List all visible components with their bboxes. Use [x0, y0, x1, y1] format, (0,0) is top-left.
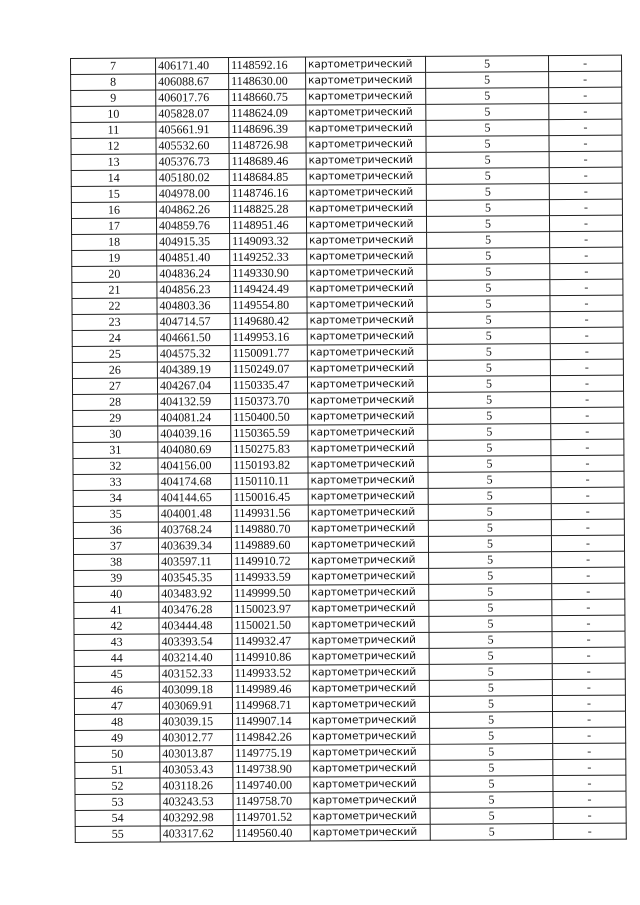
- point-number-cell: 36: [73, 522, 158, 539]
- y-coordinate-cell: 1149424.49: [230, 281, 307, 297]
- x-coordinate-cell: 403597.11: [159, 554, 232, 570]
- x-coordinate-cell: 404851.40: [157, 250, 230, 266]
- accuracy-cell: 5: [426, 72, 549, 89]
- note-cell: -: [550, 263, 623, 279]
- accuracy-cell: 5: [427, 360, 550, 377]
- method-cell: картометрический: [308, 472, 428, 489]
- y-coordinate-cell: 1149554.80: [230, 297, 307, 313]
- x-coordinate-cell: 403012.77: [160, 730, 233, 746]
- y-coordinate-cell: 1149252.33: [230, 249, 307, 265]
- point-number-cell: 51: [75, 762, 160, 779]
- point-number-cell: 27: [72, 378, 157, 395]
- point-number-cell: 55: [75, 826, 160, 843]
- y-coordinate-cell: 1149738.90: [233, 761, 310, 777]
- y-coordinate-cell: 1150016.45: [231, 489, 308, 505]
- accuracy-cell: 5: [426, 200, 549, 217]
- point-number-cell: 7: [71, 58, 156, 75]
- note-cell: -: [552, 631, 625, 647]
- note-cell: -: [551, 423, 624, 439]
- point-number-cell: 39: [74, 570, 159, 587]
- point-number-cell: 28: [73, 394, 158, 411]
- accuracy-cell: 5: [426, 168, 549, 185]
- y-coordinate-cell: 1150400.50: [231, 409, 308, 425]
- y-coordinate-cell: 1148684.85: [229, 169, 306, 185]
- point-number-cell: 42: [74, 618, 159, 635]
- note-cell: -: [550, 295, 623, 311]
- y-coordinate-cell: 1150365.59: [231, 425, 308, 441]
- method-cell: картометрический: [306, 88, 426, 105]
- x-coordinate-cell: 404144.65: [158, 490, 231, 506]
- y-coordinate-cell: 1150193.82: [231, 457, 308, 473]
- accuracy-cell: 5: [428, 520, 551, 537]
- note-cell: -: [552, 663, 625, 679]
- y-coordinate-cell: 1149758.70: [233, 793, 310, 809]
- method-cell: картометрический: [307, 280, 427, 297]
- x-coordinate-cell: 404267.04: [157, 378, 230, 394]
- x-coordinate-cell: 403152.33: [159, 666, 232, 682]
- method-cell: картометрический: [306, 120, 426, 137]
- accuracy-cell: 5: [428, 440, 551, 457]
- accuracy-cell: 5: [429, 648, 552, 665]
- note-cell: -: [552, 615, 625, 631]
- point-number-cell: 22: [72, 298, 157, 315]
- accuracy-cell: 5: [426, 216, 549, 233]
- note-cell: -: [551, 535, 624, 551]
- note-cell: -: [552, 583, 625, 599]
- accuracy-cell: 5: [427, 280, 550, 297]
- point-number-cell: 44: [74, 650, 159, 667]
- note-cell: -: [553, 711, 626, 727]
- x-coordinate-cell: 404575.32: [157, 346, 230, 362]
- x-coordinate-cell: 406171.40: [156, 58, 229, 74]
- y-coordinate-cell: 1150021.50: [232, 617, 309, 633]
- y-coordinate-cell: 1148825.28: [229, 201, 306, 217]
- coordinates-table: [70, 55, 627, 843]
- method-cell: картометрический: [308, 392, 428, 409]
- method-cell: картометрический: [306, 216, 426, 233]
- x-coordinate-cell: 404156.00: [158, 458, 231, 474]
- accuracy-cell: 5: [428, 456, 551, 473]
- y-coordinate-cell: 1149093.32: [230, 233, 307, 249]
- x-coordinate-cell: 403013.87: [160, 746, 233, 762]
- accuracy-cell: 5: [428, 488, 551, 505]
- y-coordinate-cell: 1148746.16: [229, 185, 306, 201]
- point-number-cell: 11: [71, 122, 156, 139]
- method-cell: картометрический: [310, 824, 430, 841]
- y-coordinate-cell: 1150249.07: [230, 361, 307, 377]
- y-coordinate-cell: 1149701.52: [233, 809, 310, 825]
- method-cell: картометрический: [309, 616, 429, 633]
- point-number-cell: 50: [75, 746, 160, 763]
- method-cell: картометрический: [305, 56, 425, 73]
- method-cell: картометрический: [307, 312, 427, 329]
- method-cell: картометрический: [307, 296, 427, 313]
- note-cell: -: [549, 215, 622, 231]
- x-coordinate-cell: 403317.62: [160, 826, 233, 842]
- point-number-cell: 35: [73, 506, 158, 523]
- point-number-cell: 43: [74, 634, 159, 651]
- y-coordinate-cell: 1149740.00: [233, 777, 310, 793]
- x-coordinate-cell: 403476.28: [159, 602, 232, 618]
- point-number-cell: 15: [71, 186, 156, 203]
- method-cell: картометрический: [308, 424, 428, 441]
- method-cell: картометрический: [308, 408, 428, 425]
- accuracy-cell: 5: [430, 760, 553, 777]
- method-cell: картометрический: [309, 664, 429, 681]
- method-cell: картометрический: [308, 440, 428, 457]
- note-cell: -: [549, 151, 622, 167]
- point-number-cell: 38: [74, 554, 159, 571]
- point-number-cell: 13: [71, 154, 156, 171]
- point-number-cell: 26: [72, 362, 157, 379]
- method-cell: картометрический: [309, 552, 429, 569]
- method-cell: картометрический: [309, 648, 429, 665]
- accuracy-cell: 5: [428, 472, 551, 489]
- method-cell: картометрический: [310, 728, 430, 745]
- method-cell: картометрический: [308, 504, 428, 521]
- x-coordinate-cell: 404081.24: [158, 410, 231, 426]
- y-coordinate-cell: 1148696.39: [229, 121, 306, 137]
- y-coordinate-cell: 1150275.83: [231, 441, 308, 457]
- accuracy-cell: 5: [427, 344, 550, 361]
- x-coordinate-cell: 404862.26: [156, 202, 229, 218]
- point-number-cell: 31: [73, 442, 158, 459]
- x-coordinate-cell: 404803.36: [157, 298, 230, 314]
- method-cell: картометрический: [310, 792, 430, 809]
- note-cell: -: [551, 487, 624, 503]
- accuracy-cell: 5: [428, 536, 551, 553]
- accuracy-cell: 5: [430, 808, 553, 825]
- y-coordinate-cell: 1150023.97: [232, 601, 309, 617]
- note-cell: -: [551, 439, 624, 455]
- method-cell: картометрический: [310, 808, 430, 825]
- method-cell: картометрический: [306, 184, 426, 201]
- method-cell: картометрический: [307, 248, 427, 265]
- note-cell: -: [552, 679, 625, 695]
- y-coordinate-cell: 1150091.77: [230, 345, 307, 361]
- y-coordinate-cell: 1148592.16: [229, 57, 306, 73]
- accuracy-cell: 5: [427, 328, 550, 345]
- x-coordinate-cell: 404661.50: [157, 330, 230, 346]
- x-coordinate-cell: 403053.43: [160, 762, 233, 778]
- method-cell: картометрический: [307, 344, 427, 361]
- accuracy-cell: 5: [429, 680, 552, 697]
- x-coordinate-cell: 405828.07: [156, 106, 229, 122]
- note-cell: -: [548, 55, 621, 71]
- y-coordinate-cell: 1149907.14: [233, 713, 310, 729]
- x-coordinate-cell: 404856.23: [157, 282, 230, 298]
- x-coordinate-cell: 403768.24: [158, 522, 231, 538]
- note-cell: -: [549, 199, 622, 215]
- y-coordinate-cell: 1149842.26: [233, 729, 310, 745]
- method-cell: картометрический: [310, 776, 430, 793]
- accuracy-cell: 5: [426, 136, 549, 153]
- point-number-cell: 53: [75, 794, 160, 811]
- x-coordinate-cell: 403118.26: [160, 778, 233, 794]
- method-cell: картометрический: [307, 376, 427, 393]
- note-cell: -: [552, 551, 625, 567]
- note-cell: -: [553, 775, 626, 791]
- point-number-cell: 25: [72, 346, 157, 363]
- note-cell: -: [551, 391, 624, 407]
- x-coordinate-cell: 406088.67: [156, 74, 229, 90]
- note-cell: -: [550, 311, 623, 327]
- y-coordinate-cell: 1149932.47: [232, 633, 309, 649]
- point-number-cell: 47: [74, 698, 159, 715]
- accuracy-cell: 5: [430, 728, 553, 745]
- note-cell: -: [553, 823, 626, 839]
- method-cell: картометрический: [309, 632, 429, 649]
- y-coordinate-cell: 1149910.72: [232, 553, 309, 569]
- point-number-cell: 16: [71, 202, 156, 219]
- note-cell: -: [552, 647, 625, 663]
- x-coordinate-cell: 403483.92: [159, 586, 232, 602]
- point-number-cell: 12: [71, 138, 156, 155]
- point-number-cell: 46: [74, 682, 159, 699]
- y-coordinate-cell: 1150110.11: [231, 473, 308, 489]
- y-coordinate-cell: 1150335.47: [230, 377, 307, 393]
- note-cell: -: [550, 231, 623, 247]
- point-number-cell: 9: [71, 90, 156, 107]
- point-number-cell: 17: [71, 218, 156, 235]
- x-coordinate-cell: 405376.73: [156, 154, 229, 170]
- note-cell: -: [552, 567, 625, 583]
- y-coordinate-cell: 1149560.40: [233, 825, 310, 841]
- point-number-cell: 29: [73, 410, 158, 427]
- x-coordinate-cell: 403039.15: [160, 714, 233, 730]
- accuracy-cell: 5: [428, 504, 551, 521]
- y-coordinate-cell: 1148726.98: [229, 137, 306, 153]
- note-cell: -: [552, 599, 625, 615]
- method-cell: картометрический: [310, 712, 430, 729]
- y-coordinate-cell: 1148624.09: [229, 105, 306, 121]
- accuracy-cell: 5: [430, 824, 553, 841]
- note-cell: -: [553, 791, 626, 807]
- y-coordinate-cell: 1149953.16: [230, 329, 307, 345]
- accuracy-cell: 5: [430, 776, 553, 793]
- x-coordinate-cell: 404389.19: [157, 362, 230, 378]
- method-cell: картометрический: [306, 104, 426, 121]
- note-cell: -: [551, 471, 624, 487]
- method-cell: картометрический: [309, 568, 429, 585]
- note-cell: -: [550, 343, 623, 359]
- note-cell: -: [549, 167, 622, 183]
- accuracy-cell: 5: [427, 232, 550, 249]
- x-coordinate-cell: 403099.18: [159, 682, 232, 698]
- x-coordinate-cell: 406017.76: [156, 90, 229, 106]
- note-cell: -: [553, 743, 626, 759]
- point-number-cell: 37: [73, 538, 158, 555]
- method-cell: картометрический: [310, 744, 430, 761]
- point-number-cell: 32: [73, 458, 158, 475]
- note-cell: -: [549, 87, 622, 103]
- point-number-cell: 41: [74, 602, 159, 619]
- y-coordinate-cell: 1149989.46: [232, 681, 309, 697]
- y-coordinate-cell: 1148630.00: [229, 73, 306, 89]
- coordinates-table-body: [71, 55, 627, 842]
- point-number-cell: 18: [72, 234, 157, 251]
- accuracy-cell: 5: [430, 792, 553, 809]
- note-cell: -: [549, 183, 622, 199]
- y-coordinate-cell: 1148689.46: [229, 153, 306, 169]
- point-number-cell: 45: [74, 666, 159, 683]
- accuracy-cell: 5: [427, 264, 550, 281]
- method-cell: картометрический: [310, 760, 430, 777]
- method-cell: картометрический: [307, 328, 427, 345]
- method-cell: картометрический: [309, 696, 429, 713]
- note-cell: -: [550, 359, 623, 375]
- point-number-cell: 10: [71, 106, 156, 123]
- y-coordinate-cell: 1149933.59: [232, 569, 309, 585]
- method-cell: картометрический: [307, 264, 427, 281]
- accuracy-cell: 5: [429, 568, 552, 585]
- x-coordinate-cell: 403292.98: [160, 810, 233, 826]
- accuracy-cell: 5: [428, 424, 551, 441]
- method-cell: картометрический: [308, 536, 428, 553]
- table-row: [75, 823, 626, 842]
- accuracy-cell: 5: [430, 744, 553, 761]
- method-cell: картометрический: [306, 72, 426, 89]
- x-coordinate-cell: 404080.69: [158, 442, 231, 458]
- y-coordinate-cell: 1149680.42: [230, 313, 307, 329]
- x-coordinate-cell: 405661.91: [156, 122, 229, 138]
- accuracy-cell: 5: [429, 664, 552, 681]
- accuracy-cell: 5: [429, 600, 552, 617]
- note-cell: -: [550, 375, 623, 391]
- note-cell: -: [551, 519, 624, 535]
- accuracy-cell: 5: [426, 120, 549, 137]
- x-coordinate-cell: 404174.68: [158, 474, 231, 490]
- accuracy-cell: 5: [429, 632, 552, 649]
- y-coordinate-cell: 1149775.19: [233, 745, 310, 761]
- point-number-cell: 40: [74, 586, 159, 603]
- y-coordinate-cell: 1149933.52: [232, 665, 309, 681]
- method-cell: картометрический: [307, 232, 427, 249]
- accuracy-cell: 5: [430, 712, 553, 729]
- point-number-cell: 49: [75, 730, 160, 747]
- point-number-cell: 8: [71, 74, 156, 91]
- x-coordinate-cell: 404836.24: [157, 266, 230, 282]
- point-number-cell: 54: [75, 810, 160, 827]
- accuracy-cell: 5: [426, 88, 549, 105]
- note-cell: -: [549, 135, 622, 151]
- note-cell: -: [552, 695, 625, 711]
- x-coordinate-cell: 403214.40: [159, 650, 232, 666]
- accuracy-cell: 5: [427, 312, 550, 329]
- point-number-cell: 23: [72, 314, 157, 331]
- y-coordinate-cell: 1149999.50: [232, 585, 309, 601]
- point-number-cell: 20: [72, 266, 157, 283]
- x-coordinate-cell: 403545.35: [159, 570, 232, 586]
- x-coordinate-cell: 404978.00: [156, 186, 229, 202]
- x-coordinate-cell: 403393.54: [159, 634, 232, 650]
- accuracy-cell: 5: [426, 104, 549, 121]
- y-coordinate-cell: 1149910.86: [232, 649, 309, 665]
- note-cell: -: [553, 807, 626, 823]
- method-cell: картометрический: [306, 168, 426, 185]
- accuracy-cell: 5: [427, 296, 550, 313]
- note-cell: -: [550, 279, 623, 295]
- y-coordinate-cell: 1149931.56: [231, 505, 308, 521]
- note-cell: -: [550, 327, 623, 343]
- y-coordinate-cell: 1149968.71: [232, 697, 309, 713]
- accuracy-cell: 5: [425, 56, 548, 73]
- point-number-cell: 30: [73, 426, 158, 443]
- accuracy-cell: 5: [429, 552, 552, 569]
- point-number-cell: 19: [72, 250, 157, 267]
- note-cell: -: [553, 727, 626, 743]
- point-number-cell: 24: [72, 330, 157, 347]
- x-coordinate-cell: 404039.16: [158, 426, 231, 442]
- method-cell: картометрический: [306, 200, 426, 217]
- x-coordinate-cell: 404001.48: [158, 506, 231, 522]
- accuracy-cell: 5: [426, 152, 549, 169]
- x-coordinate-cell: 405532.60: [156, 138, 229, 154]
- note-cell: -: [549, 119, 622, 135]
- point-number-cell: 33: [73, 474, 158, 491]
- method-cell: картометрический: [308, 456, 428, 473]
- point-number-cell: 34: [73, 490, 158, 507]
- method-cell: картометрический: [309, 584, 429, 601]
- x-coordinate-cell: 403243.53: [160, 794, 233, 810]
- x-coordinate-cell: 403069.91: [159, 698, 232, 714]
- y-coordinate-cell: 1150373.70: [231, 393, 308, 409]
- note-cell: -: [551, 455, 624, 471]
- y-coordinate-cell: 1148951.46: [229, 217, 306, 233]
- x-coordinate-cell: 405180.02: [156, 170, 229, 186]
- accuracy-cell: 5: [429, 616, 552, 633]
- y-coordinate-cell: 1149330.90: [230, 265, 307, 281]
- accuracy-cell: 5: [428, 392, 551, 409]
- x-coordinate-cell: 403444.48: [159, 618, 232, 634]
- accuracy-cell: 5: [426, 184, 549, 201]
- method-cell: картометрический: [306, 136, 426, 153]
- point-number-cell: 14: [71, 170, 156, 187]
- method-cell: картометрический: [309, 600, 429, 617]
- note-cell: -: [550, 247, 623, 263]
- y-coordinate-cell: 1148660.75: [229, 89, 306, 105]
- x-coordinate-cell: 404859.76: [156, 218, 229, 234]
- method-cell: картометрический: [308, 488, 428, 505]
- accuracy-cell: 5: [429, 584, 552, 601]
- note-cell: -: [549, 103, 622, 119]
- point-number-cell: 21: [72, 282, 157, 299]
- accuracy-cell: 5: [427, 376, 550, 393]
- note-cell: -: [551, 407, 624, 423]
- y-coordinate-cell: 1149889.60: [231, 537, 308, 553]
- x-coordinate-cell: 403639.34: [158, 538, 231, 554]
- y-coordinate-cell: 1149880.70: [231, 521, 308, 537]
- method-cell: картометрический: [307, 360, 427, 377]
- note-cell: -: [549, 71, 622, 87]
- note-cell: -: [551, 503, 624, 519]
- method-cell: картометрический: [309, 680, 429, 697]
- point-number-cell: 48: [75, 714, 160, 731]
- accuracy-cell: 5: [427, 248, 550, 265]
- x-coordinate-cell: 404132.59: [158, 394, 231, 410]
- x-coordinate-cell: 404714.57: [157, 314, 230, 330]
- x-coordinate-cell: 404915.35: [157, 234, 230, 250]
- accuracy-cell: 5: [429, 696, 552, 713]
- note-cell: -: [553, 759, 626, 775]
- point-number-cell: 52: [75, 778, 160, 795]
- method-cell: картометрический: [308, 520, 428, 537]
- method-cell: картометрический: [306, 152, 426, 169]
- accuracy-cell: 5: [428, 408, 551, 425]
